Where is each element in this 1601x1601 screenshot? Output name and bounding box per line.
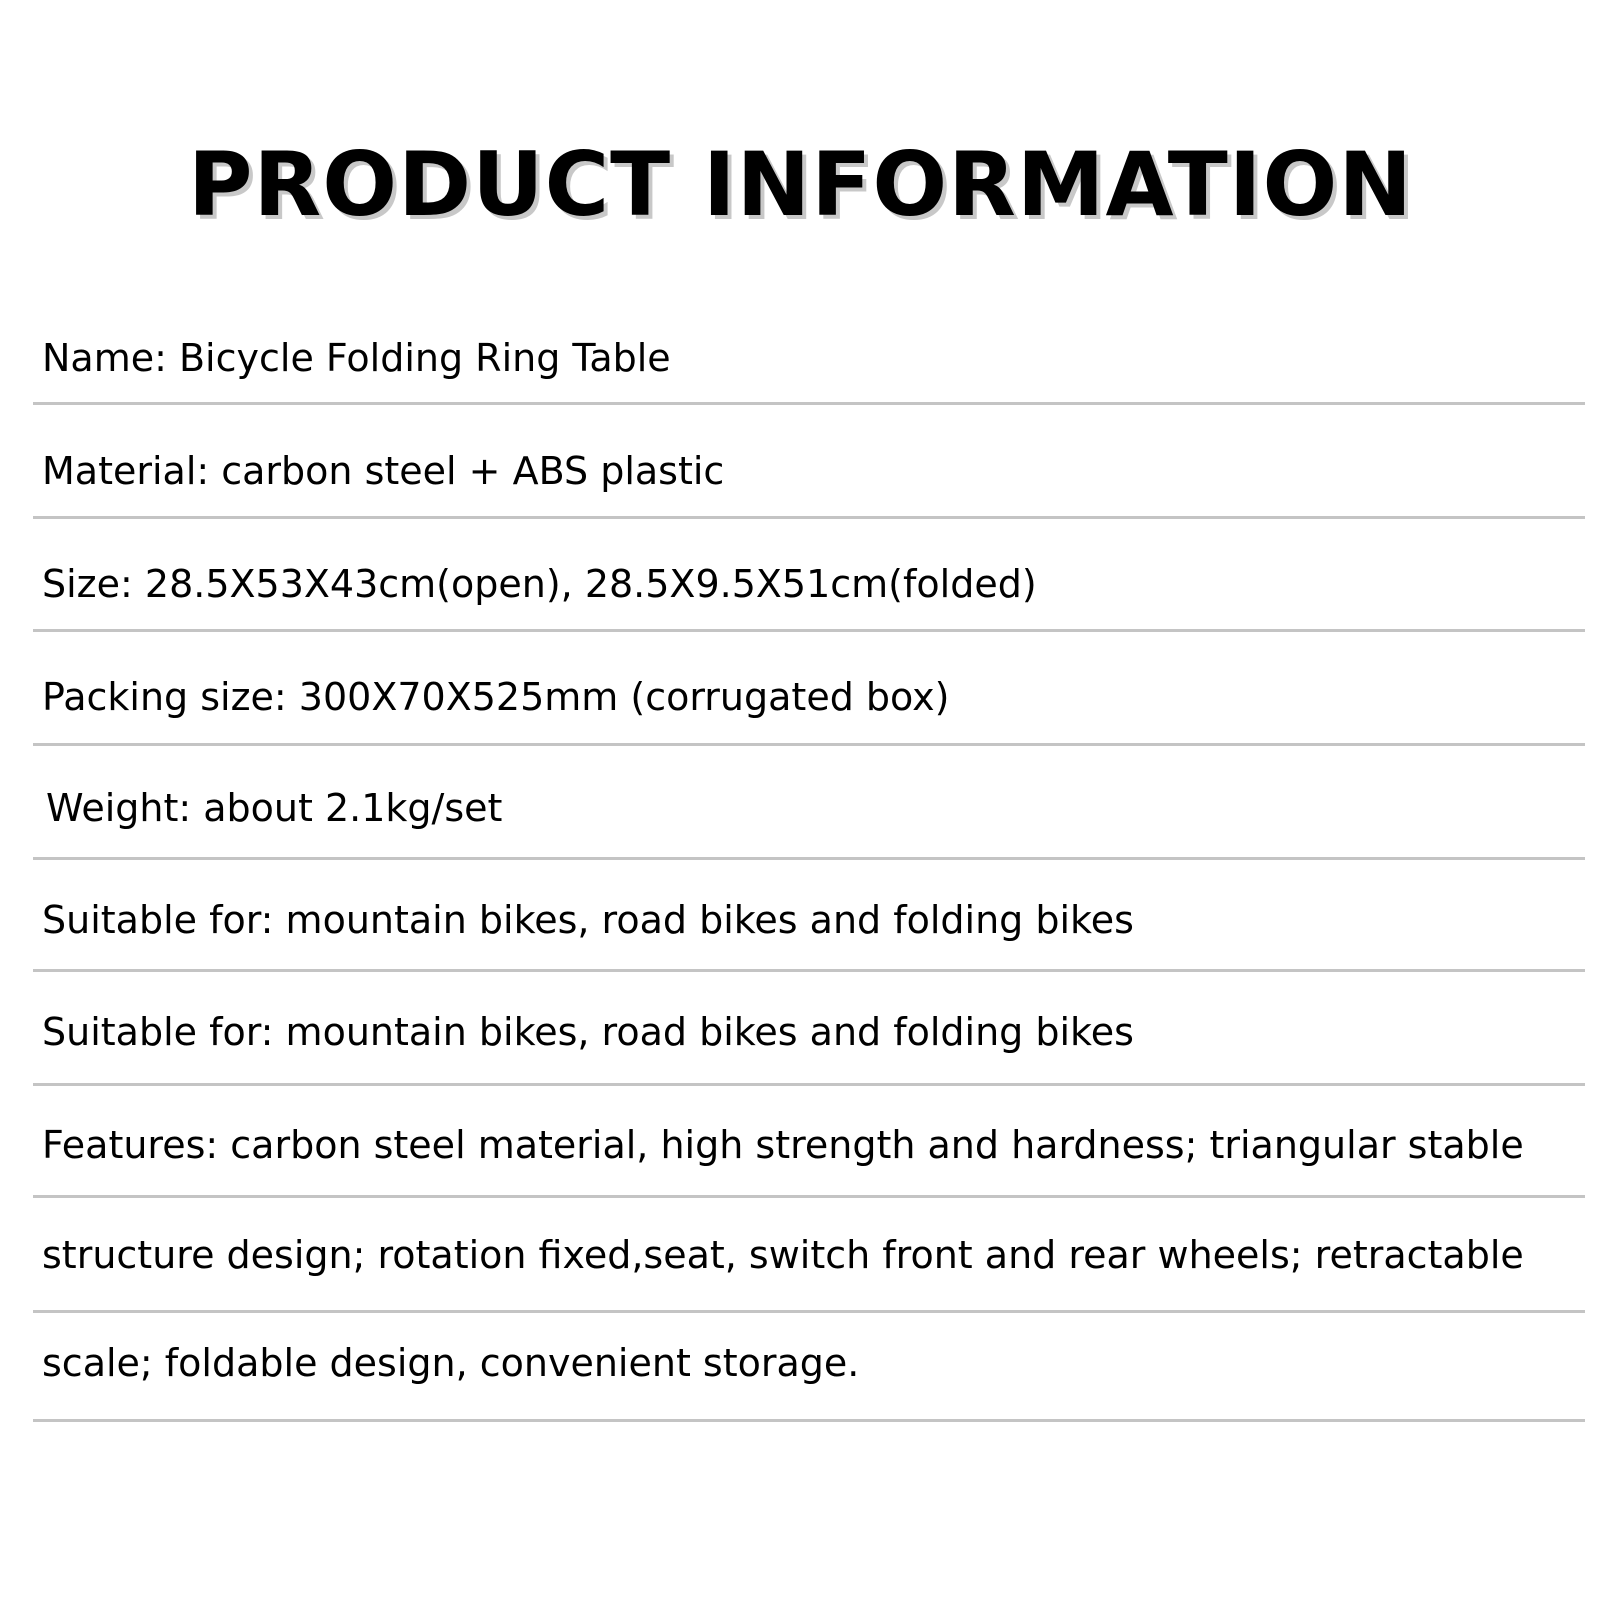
- info-row-features-line-3: scale; foldable design, convenient storage.: [42, 1341, 860, 1385]
- row-divider: [33, 629, 1585, 632]
- row-divider: [33, 857, 1585, 860]
- row-divider: [33, 1195, 1585, 1198]
- row-divider: [33, 1310, 1585, 1313]
- info-row-features-line-1: Features: carbon steel material, high strength and hardness; triangular stable: [42, 1123, 1524, 1167]
- info-row-features-line-2: structure design; rotation fixed,seat, switch front and rear wheels; retractable: [42, 1233, 1524, 1277]
- row-divider: [33, 1419, 1585, 1422]
- info-row-suitable-for-duplicate: Suitable for: mountain bikes, road bikes and folding bikes: [42, 1010, 1134, 1054]
- row-divider: [33, 743, 1585, 746]
- page-title: PRODUCT INFORMATION: [188, 133, 1413, 236]
- info-row-name: Name: Bicycle Folding Ring Table: [42, 336, 671, 380]
- row-divider: [33, 1083, 1585, 1086]
- row-divider: [33, 969, 1585, 972]
- row-divider: [33, 402, 1585, 405]
- info-row-packing-size: Packing size: 300X70X525mm (corrugated box): [42, 675, 950, 719]
- info-row-material: Material: carbon steel + ABS plastic: [42, 449, 725, 493]
- row-divider: [33, 516, 1585, 519]
- info-row-size: Size: 28.5X53X43cm(open), 28.5X9.5X51cm(folded): [42, 562, 1037, 606]
- info-row-suitable-for: Suitable for: mountain bikes, road bikes and folding bikes: [42, 898, 1134, 942]
- info-row-weight: Weight: about 2.1kg/set: [46, 786, 503, 830]
